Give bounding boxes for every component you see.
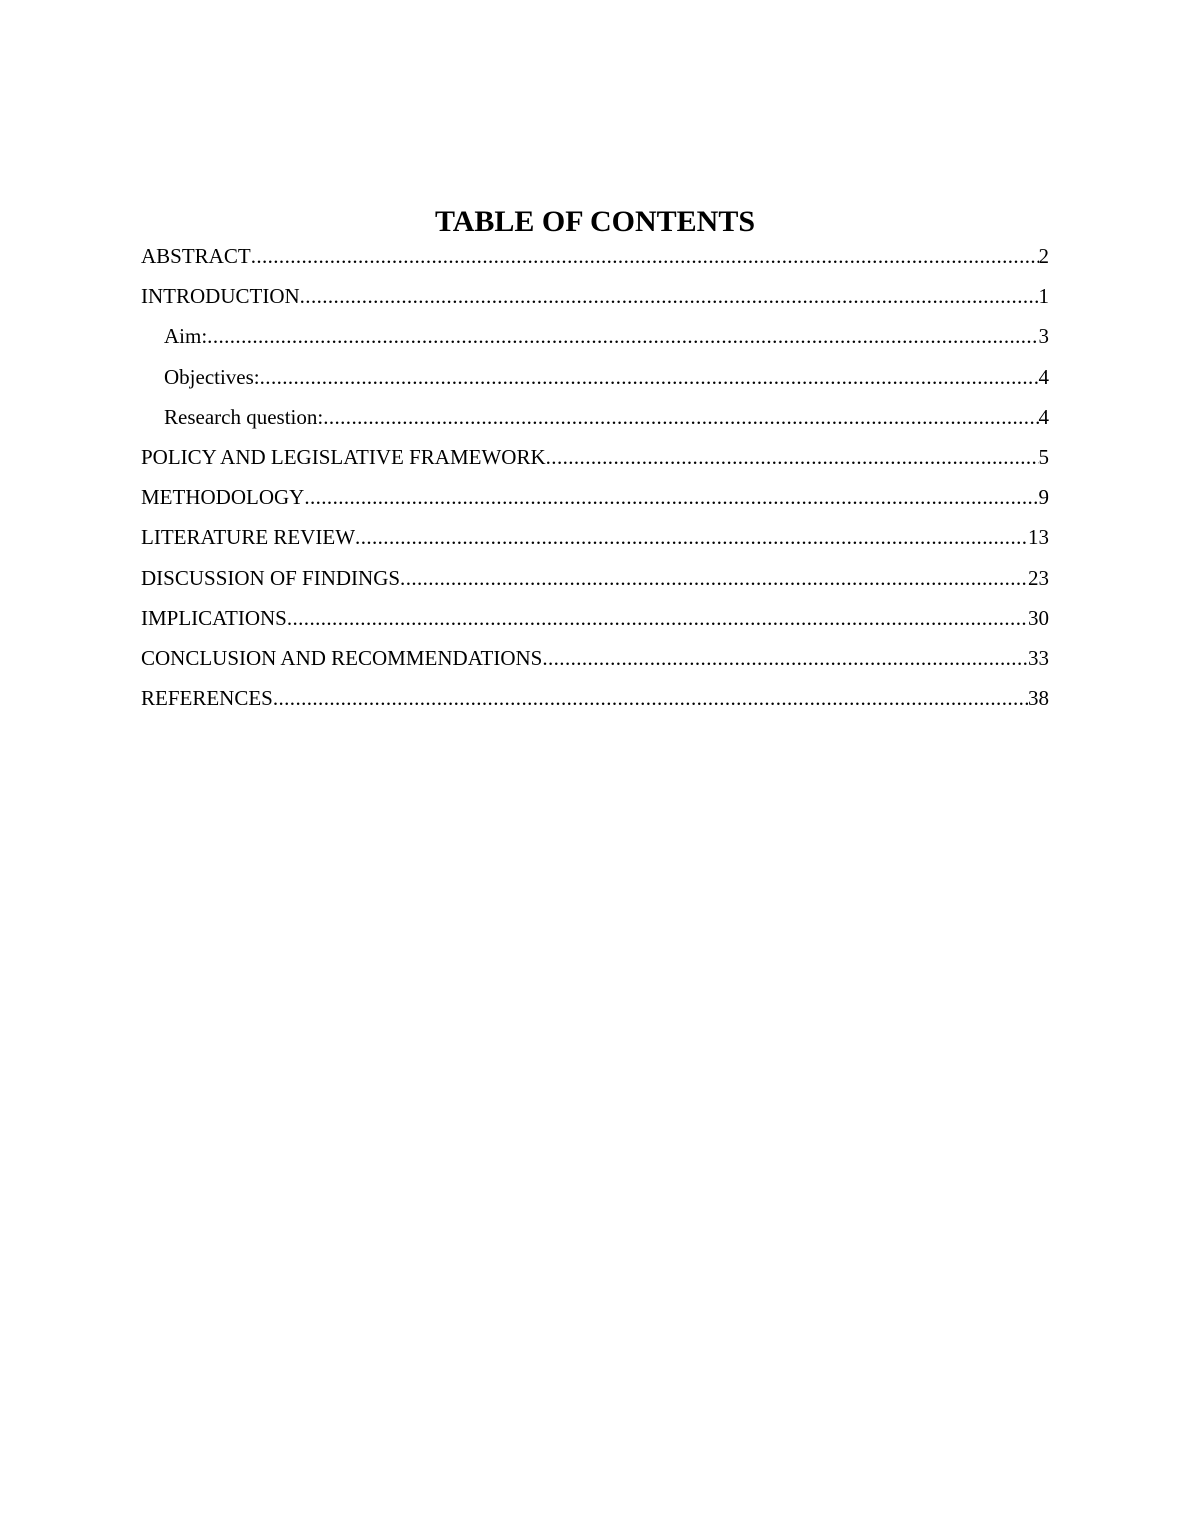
- toc-dot-leader: [251, 241, 1039, 271]
- toc-dot-leader: [273, 683, 1028, 713]
- toc-entry-page-number: 9: [1038, 485, 1049, 510]
- toc-dot-leader: [355, 522, 1028, 552]
- toc-entry-page-number: 5: [1038, 444, 1049, 469]
- toc-entry-page-number: 1: [1038, 284, 1049, 309]
- toc-entry-conclusion-recommendations[interactable]: [141, 643, 1049, 683]
- toc-list: [141, 241, 1049, 723]
- toc-entry-objectives[interactable]: [141, 362, 1049, 402]
- toc-entry-label: REFERENCES: [141, 686, 273, 711]
- toc-entry-page-number: 2: [1038, 244, 1049, 268]
- toc-entry-introduction[interactable]: [141, 281, 1049, 321]
- toc-dot-leader: [323, 402, 1038, 432]
- toc-entry-references[interactable]: [141, 683, 1049, 723]
- toc-entry-label: CONCLUSION AND RECOMMENDATIONS: [141, 645, 543, 670]
- toc-entry-policy-framework[interactable]: [141, 442, 1049, 482]
- toc-dot-leader: [546, 442, 1039, 472]
- toc-entry-page-number: 4: [1038, 404, 1049, 429]
- toc-entry-page-number: 30: [1028, 605, 1049, 630]
- toc-entry-label: Objectives:: [164, 364, 260, 389]
- toc-entry-page-number: 3: [1038, 324, 1049, 349]
- toc-entry-label: IMPLICATIONS: [141, 605, 287, 630]
- toc-entry-page-number: 4: [1038, 364, 1049, 389]
- toc-entry-page-number: 38: [1028, 686, 1049, 711]
- toc-entry-label: INTRODUCTION: [141, 284, 300, 309]
- toc-entry-implications[interactable]: [141, 603, 1049, 643]
- toc-entry-label: DISCUSSION OF FINDINGS: [141, 565, 401, 590]
- toc-entry-label: ABSTRACT: [141, 244, 251, 268]
- toc-entry-label: Aim:: [164, 324, 208, 349]
- toc-entry-abstract[interactable]: [141, 241, 1049, 281]
- toc-entry-literature-review[interactable]: [141, 522, 1049, 562]
- toc-entry-research-question[interactable]: [141, 402, 1049, 442]
- toc-entry-discussion-of-findings[interactable]: [141, 563, 1049, 603]
- toc-entry-label: Research question:: [164, 404, 324, 429]
- toc-dot-leader: [207, 321, 1038, 351]
- toc-dot-leader: [304, 482, 1038, 512]
- toc-entry-page-number: 23: [1028, 565, 1049, 590]
- toc-dot-leader: [400, 563, 1028, 593]
- toc-entry-label: LITERATURE REVIEW: [141, 525, 356, 550]
- toc-entry-aim[interactable]: [141, 321, 1049, 361]
- toc-entry-page-number: 13: [1028, 525, 1049, 550]
- toc-dot-leader: [260, 362, 1039, 392]
- toc-entry-label: POLICY AND LEGISLATIVE FRAMEWORK: [141, 444, 546, 469]
- toc-entry-methodology[interactable]: [141, 482, 1049, 522]
- toc-dot-leader: [542, 643, 1028, 673]
- toc-dot-leader: [287, 603, 1028, 633]
- table-of-contents: [141, 203, 1049, 723]
- toc-dot-leader: [300, 281, 1039, 311]
- toc-entry-page-number: 33: [1028, 645, 1049, 670]
- toc-entry-label: METHODOLOGY: [141, 485, 305, 510]
- toc-title: TABLE OF CONTENTS: [434, 205, 756, 238]
